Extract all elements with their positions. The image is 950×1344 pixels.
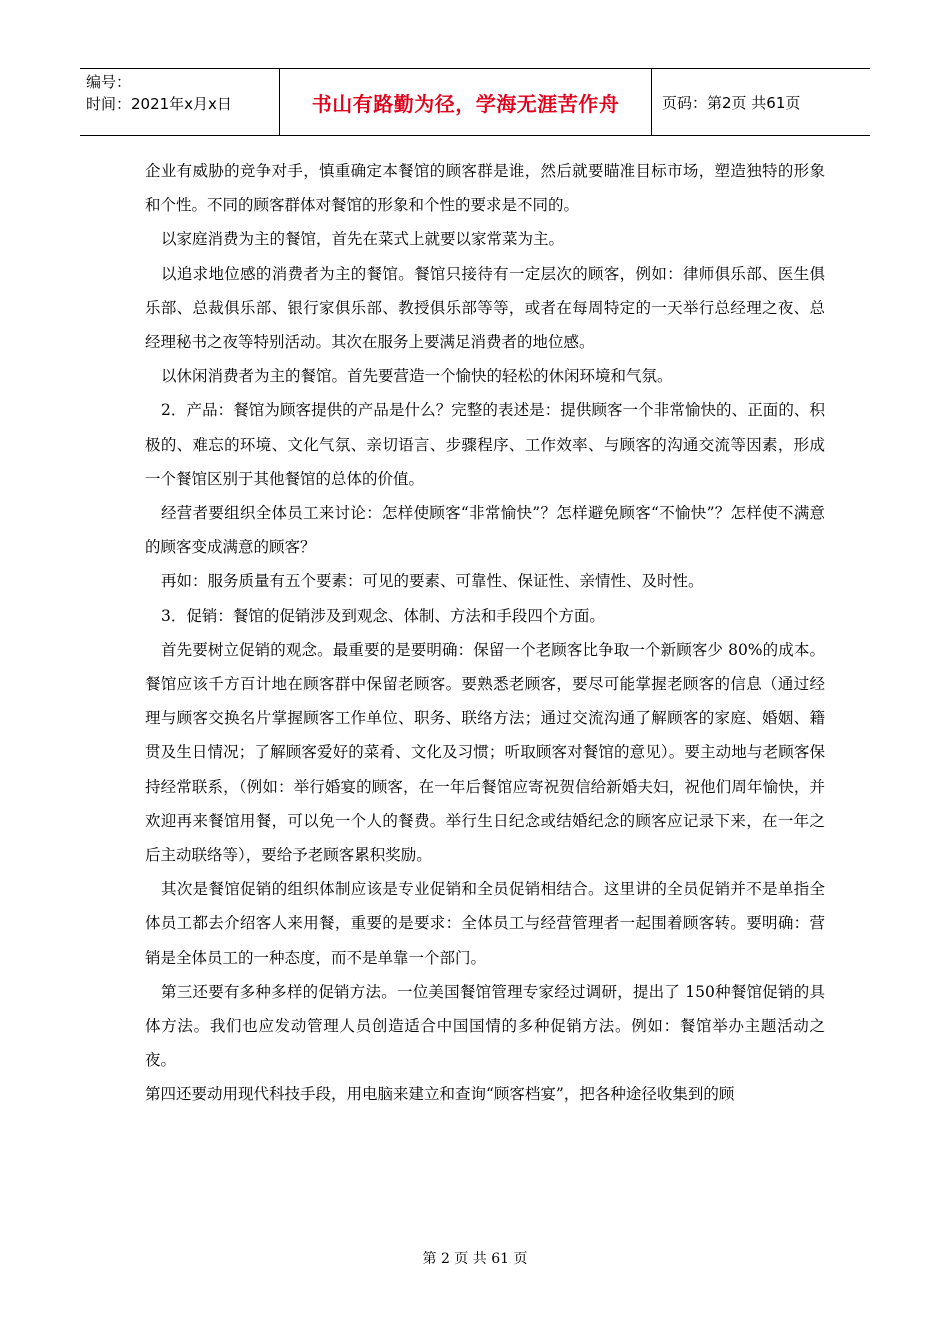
paragraph-6: 经营者要组织全体员工来讨论：怎样使顾客“非常愉快”？怎样避免顾客“不愉快”？怎样使不满意的顾客变成满意的顾客？	[145, 504, 825, 557]
paragraph-8: 3．促销：餐馆的促销涉及到观念、体制、方法和手段四个方面。	[161, 606, 605, 625]
date-label: 时间：2021年x月x日	[86, 95, 232, 113]
page-footer: 第 2 页 共 61 页	[422, 1251, 528, 1267]
header-motto: 书山有路勤为径，学海无涯苦作舟	[280, 69, 652, 135]
paragraph-10: 其次是餐馆促销的组织体制应该是专业促销和全员促销相结合。这里讲的全员促销并不是单指全体员工都去介绍客人来用餐，重要的是要求：全体员工与经营管理者一起围着顾客转。要明确：营销是全体员工的一种态度，而不是单靠一个部门。	[145, 880, 825, 967]
header-page-info: 页码：第2页 共61页	[662, 93, 801, 112]
paragraph-3: 以追求地位感的消费者为主的餐馆。餐馆只接待有一定层次的顾客，例如：律师俱乐部、医生俱乐部、总裁俱乐部、银行家俱乐部、教授俱乐部等等，或者在每周特定的一天举行总经理之夜、总经理秘书之夜等特别活动。其次在服务上要满足消费者的地位感。	[145, 264, 825, 352]
paragraph-9: 首先要树立促销的观念。最重要的是要明确：保留一个老顾客比争取一个新顾客少 80%的成本。餐馆应该千方百计地在顾客群中保留老顾客。要熟悉老顾客，要尽可能掌握老顾客的信息（通过经理与顾客交换名片掌握顾客工作单位、职务、联络方法；通过交流沟通了解顾客的家庭、婚姻、籍贯及生日情况；了解顾客爱好的菜肴、文化及习惯；听取顾客对餐馆的意见）。要主动地与老顾客保持经常联系，（例如：举行婚宴的顾客，在一年后餐馆应寄祝贺信给新婚夫妇，祝他们周年愉快，并欢迎再来餐馆用餐，可以免一个人的餐费。举行生日纪念或结婚纪念的顾客应记录下来，在一年之后主动联络等），要给予老顾客累积奖励。	[145, 640, 825, 865]
paragraph-12: 第四还要动用现代科技手段，用电脑来建立和查询“顾客档宴”，把各种途径收集到的顾	[145, 1085, 735, 1104]
paragraph-2: 以家庭消费为主的餐馆，首先在菜式上就要以家常菜为主。	[161, 230, 565, 249]
paragraph-4: 以休闲消费者为主的餐馆。首先要营造一个愉快的轻松的休闲环境和气氛。	[161, 367, 673, 386]
page-header	[80, 68, 870, 136]
paragraph-1: 企业有威胁的竞争对手，慎重确定本餐馆的顾客群是谁，然后就要瞄准目标市场，塑造独特的形象和个性。不同的顾客群体对餐馆的形象和个性的要求是不同的。	[145, 162, 825, 215]
paragraph-7: 再如：服务质量有五个要素：可见的要素、可靠性、保证性、亲情性、及时性。	[161, 572, 704, 591]
header-meta	[80, 69, 280, 135]
number-label: 编号：	[86, 73, 132, 91]
paragraph-11: 第三还要有多种多样的促销方法。一位美国餐馆管理专家经过调研，提出了 150种餐馆促销的具体方法。我们也应发动管理人员创造适合中国国情的多种促销方法。例如：餐馆举办主题活动之夜。	[145, 982, 825, 1070]
document-body	[145, 154, 825, 1112]
paragraph-5: 2．产品：餐馆为顾客提供的产品是什么？完整的表述是：提供顾客一个非常愉快的、正面的、积极的、难忘的环境、文化气氛、亲切语言、步骤程序、工作效率、与顾客的沟通交流等因素，形成一个餐馆区别于其他餐馆的总体的价值。	[145, 401, 825, 488]
